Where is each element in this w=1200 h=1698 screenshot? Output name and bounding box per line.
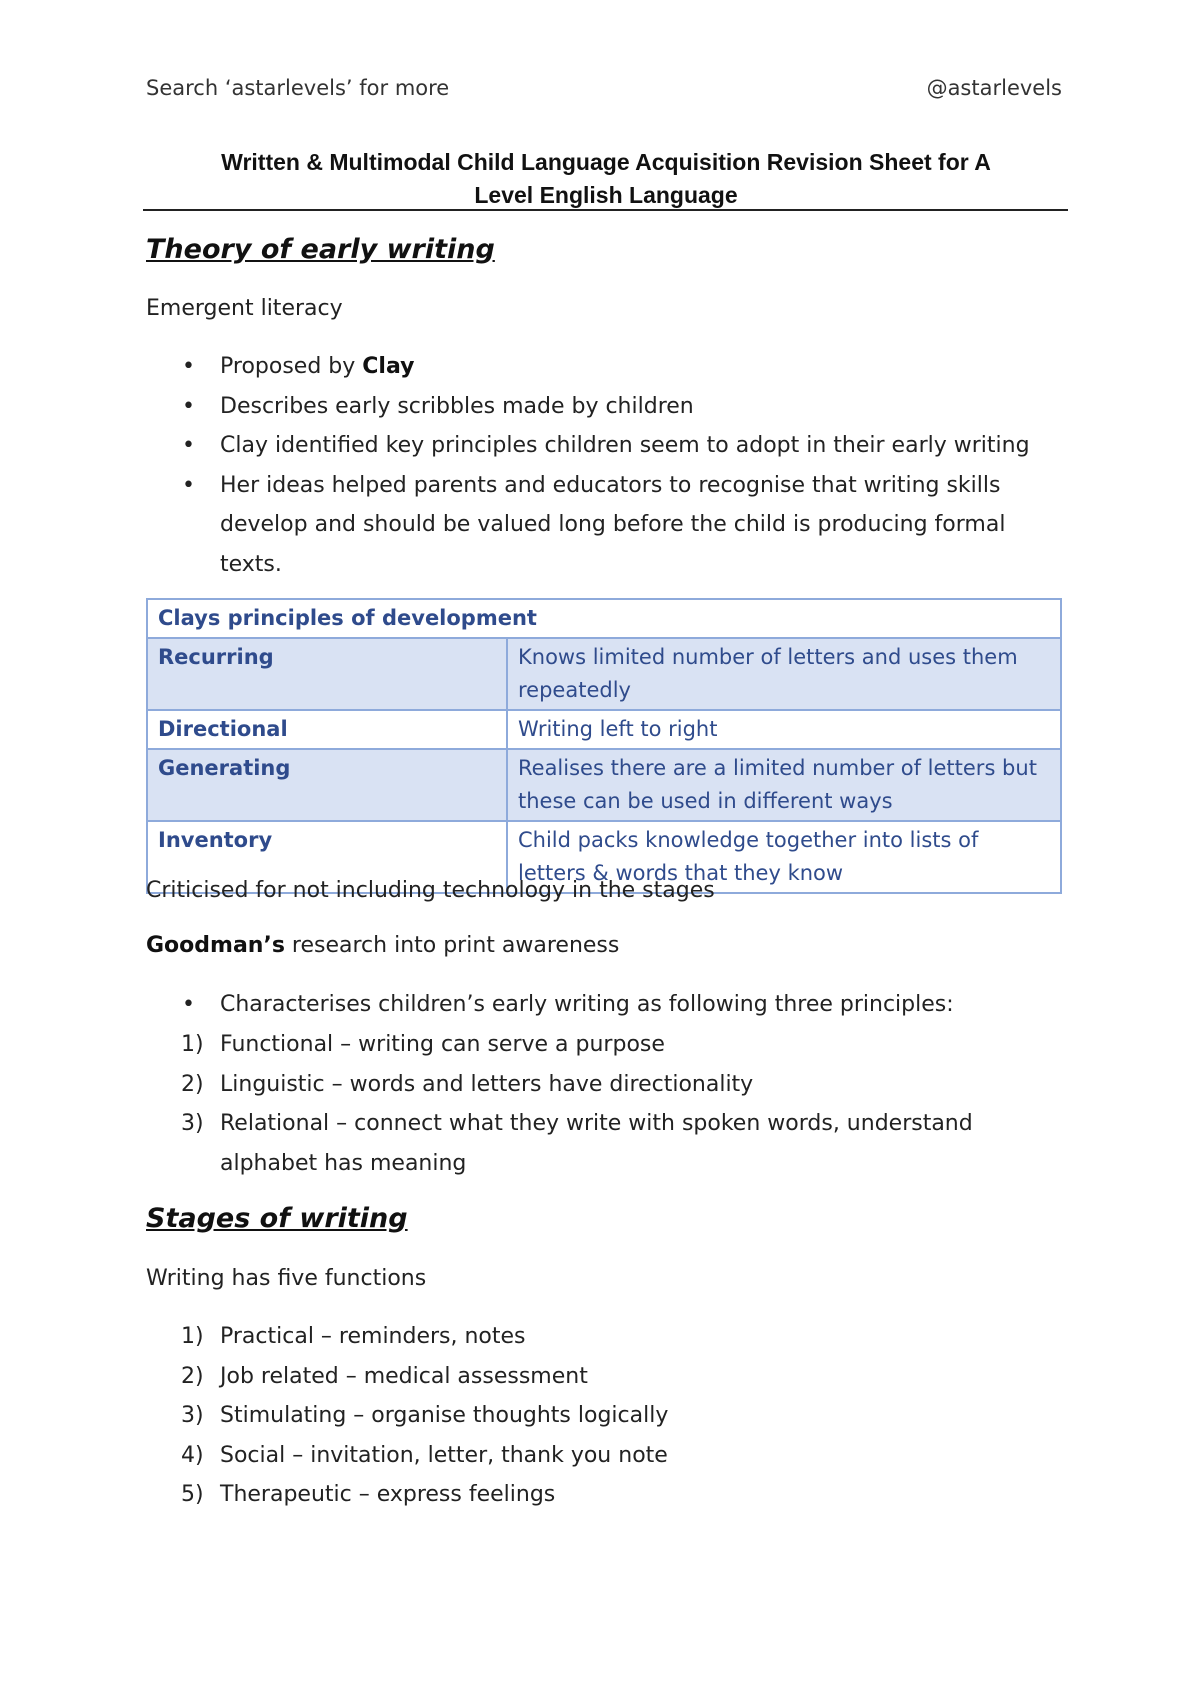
list-item: 5) Therapeutic – express feelings [181,1482,556,1507]
list-item: • Clay identified key principles children seem to adopt in their early writing [146,426,1046,466]
table-desc: Realises there are a limited number of letters but these can be used in different ways [507,749,1061,821]
document-title-line-2: Level English Language [474,182,738,208]
goodman-bullet-list [146,985,1046,1025]
goodman-heading: Goodman’s research into print awareness [146,933,620,958]
list-item: • Proposed by Clay [146,347,1046,387]
list-item: • Characterises children’s early writing as following three principles: [146,985,1046,1025]
list-item: 1) Functional – writing can serve a purpose [181,1032,665,1057]
list-item: 3) Relational – connect what they write with spoken words, understand alphabet has meaning [181,1111,973,1176]
table-header: Clays principles of development [147,599,1061,638]
document-title [146,146,1066,212]
goodman-principles-list [146,1025,1046,1183]
table-term: Directional [147,710,507,749]
table-desc: Writing left to right [507,710,1061,749]
bullet-icon: • [182,393,195,419]
list-item: • Describes early scribbles made by children [146,387,1046,427]
list-item: 2) Linguistic – words and letters have directionality [181,1071,754,1097]
table-term: Recurring [147,638,507,710]
table-row [147,638,1061,710]
list-item: • Her ideas helped parents and educators to recognise that writing skills develop and should be valued long before the child is producing formal texts. [146,466,1046,585]
writing-functions-list [146,1317,1046,1515]
functions-intro: Writing has five functions [146,1266,427,1291]
list-item: 2) Job related – medical assessment [181,1363,588,1389]
list-item: 1) Practical – reminders, notes [181,1324,526,1349]
list-item: 3) Stimulating – organise thoughts logically [181,1403,669,1428]
clay-principles-table [146,598,1062,894]
document-title-line-1: Written & Multimodal Child Language Acquisition Revision Sheet for A [221,149,991,175]
goodman-name: Goodman’s [146,933,285,958]
header-handle: @astarlevels [926,76,1062,100]
clay-bullet-list [146,347,1046,584]
subheading-emergent-literacy: Emergent literacy [146,296,343,321]
section-heading-stages: Stages of writing [146,1203,408,1234]
table-desc: Knows limited number of letters and uses them repeatedly [507,638,1061,710]
table-desc: Child packs knowledge together into lists of letters & words that they know [507,821,1061,893]
bullet-icon: • [182,992,195,1017]
table-row [147,749,1061,821]
bullet-icon: • [182,472,195,498]
bullet-icon: • [182,433,195,458]
title-divider [143,209,1068,211]
header-search-note: Search ‘astarlevels’ for more [146,76,450,100]
clay-name: Clay [362,354,415,379]
table-term: Generating [147,749,507,821]
bullet-icon: • [182,354,195,379]
section-heading-theory: Theory of early writing [146,234,495,265]
table-term: Inventory [147,821,507,893]
list-item: 4) Social – invitation, letter, thank you note [181,1442,668,1468]
table-row [147,710,1061,749]
criticism-note: Criticised for not including technology in the stages [146,878,715,903]
